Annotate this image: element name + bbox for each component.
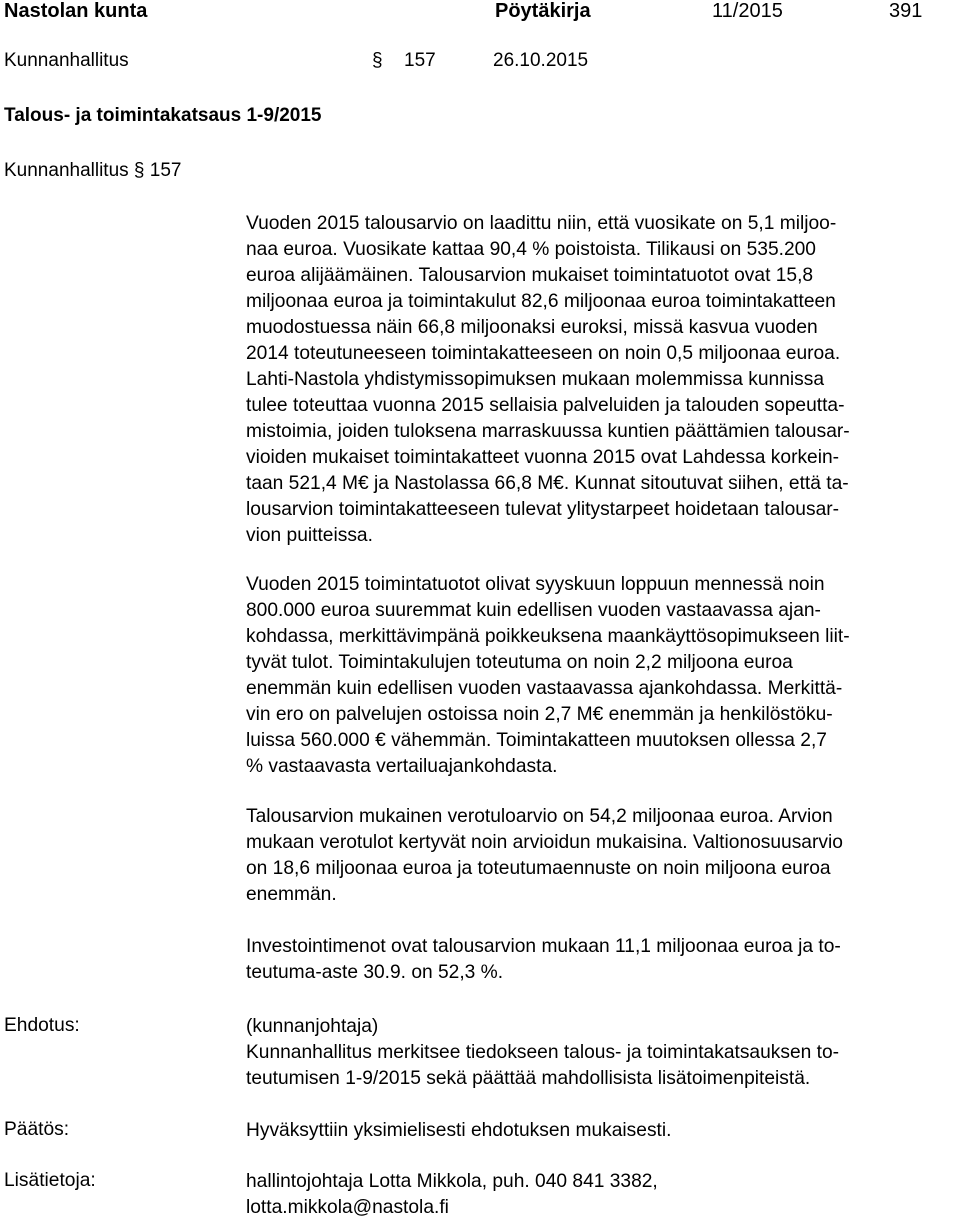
text-line: tyvät tulot. Toimintakulujen toteutuma on noin 2,2 miljoona euroa xyxy=(246,652,793,673)
text-line: miljoonaa euroa ja toimintakulut 82,6 miljoonaa euroa toimintakatteen xyxy=(246,291,836,312)
text-line: vin ero on palvelujen ostoissa noin 2,7 M€ enemmän ja henkilöstöku- xyxy=(246,704,833,725)
more-info-label: Lisätietoja: xyxy=(4,1170,96,1191)
subheader-body: Kunnanhallitus xyxy=(4,50,129,71)
paragraph-budget-overview xyxy=(246,211,958,549)
document-title: Talous- ja toimintakatsaus 1-9/2015 xyxy=(4,105,322,126)
text-line: enemmän. xyxy=(246,884,337,905)
decision-text xyxy=(246,1118,958,1144)
proposal-label: Ehdotus: xyxy=(4,1015,80,1036)
paragraph-operating-results xyxy=(246,572,958,780)
header-document-type: Pöytäkirja xyxy=(495,0,591,22)
text-line: muodostuessa näin 66,8 miljoonaksi euroksi, missä kasvua vuoden xyxy=(246,317,818,338)
proposal-text xyxy=(246,1014,958,1092)
text-line: 800.000 euroa suuremmat kuin edellisen vuoden vastaavassa ajan- xyxy=(246,600,821,621)
text-line: % vastaavasta vertailuajankohdasta. xyxy=(246,756,558,777)
subheader-date: 26.10.2015 xyxy=(493,50,589,71)
text-line: enemmän kuin edellisen vuoden vastaavassa ajankohdassa. Merkittä- xyxy=(246,678,843,699)
text-line: Vuoden 2015 talousarvio on laadittu niin, että vuosikate on 5,1 miljoo- xyxy=(246,213,837,234)
more-info-text xyxy=(246,1169,958,1221)
paragraph-tax-revenue xyxy=(246,804,958,908)
subheader-section-number: 157 xyxy=(404,50,436,71)
header-issue: 11/2015 xyxy=(712,0,783,22)
text-line: mukaan verotulot kertyvät noin arvioidun mukaisina. Valtionosuusarvio xyxy=(246,832,843,853)
text-line: vioiden mukaiset toimintakatteet vuonna 2015 ovat Lahdessa korkein- xyxy=(246,447,840,468)
text-line: taan 521,4 M€ ja Nastolassa 66,8 M€. Kunnat sitoutuvat siihen, että ta- xyxy=(246,473,849,494)
header-page-number: 391 xyxy=(889,0,923,22)
body-reference: Kunnanhallitus § 157 xyxy=(4,160,182,181)
text-line: Vuoden 2015 toimintatuotot olivat syyskuun loppuun mennessä noin xyxy=(246,574,825,595)
text-line: naa euroa. Vuosikate kattaa 90,4 % poistoista. Tilikausi on 535.200 xyxy=(246,239,816,260)
text-line: vion puitteissa. xyxy=(246,525,373,546)
text-line: (kunnanjohtaja) xyxy=(246,1016,379,1037)
text-line: luissa 560.000 € vähemmän. Toimintakatteen muutoksen ollessa 2,7 xyxy=(246,730,827,751)
contact-email: lotta.mikkola@nastola.fi xyxy=(246,1197,449,1218)
text-line: Lahti-Nastola yhdistymissopimuksen mukaan molemmissa kunnissa xyxy=(246,369,824,390)
text-line: kohdassa, merkittävimpänä poikkeuksena maankäyttösopimukseen liit- xyxy=(246,626,850,647)
text-line: euroa alijäämäinen. Talousarvion mukaiset toimintatuotot ovat 15,8 xyxy=(246,265,814,286)
text-line: Talousarvion mukainen verotuloarvio on 54,2 miljoonaa euroa. Arvion xyxy=(246,806,833,827)
section-symbol: § xyxy=(372,50,383,71)
text-line: on 18,6 miljoonaa euroa ja toteutumaennuste on noin miljoona euroa xyxy=(246,858,831,879)
text-line: Hyväksyttiin yksimielisesti ehdotuksen mukaisesti. xyxy=(246,1120,672,1141)
decision-label: Päätös: xyxy=(4,1119,70,1140)
text-line: lousarvion toimintakatteeseen tulevat ylitystarpeet hoidetaan talousar- xyxy=(246,499,840,520)
text-line: teutuma-aste 30.9. on 52,3 %. xyxy=(246,962,504,983)
text-line: teutumisen 1-9/2015 sekä päättää mahdollisista lisätoimenpiteistä. xyxy=(246,1068,811,1089)
text-line: mistoimia, joiden tuloksena marraskuussa kuntien päättämien talousar- xyxy=(246,421,850,442)
text-line: Investointimenot ovat talousarvion mukaan 11,1 miljoonaa euroa ja to- xyxy=(246,936,841,957)
contact-line: hallintojohtaja Lotta Mikkola, puh. 040 841 3382, xyxy=(246,1171,658,1192)
text-line: Kunnanhallitus merkitsee tiedokseen talous- ja toimintakatsauksen to- xyxy=(246,1042,840,1063)
header-organization: Nastolan kunta xyxy=(4,0,148,22)
paragraph-investments xyxy=(246,934,958,986)
text-line: tulee toteuttaa vuonna 2015 sellaisia palveluiden ja talouden sopeutta- xyxy=(246,395,845,416)
text-line: 2014 toteutuneeseen toimintakatteeseen on noin 0,5 miljoonaa euroa. xyxy=(246,343,841,364)
